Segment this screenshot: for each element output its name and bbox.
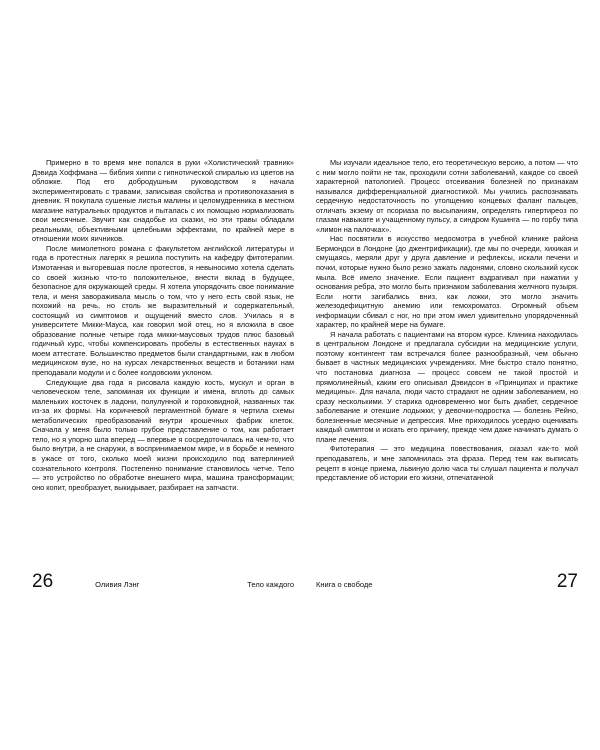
right-page-footer	[316, 571, 578, 595]
left-page-text	[32, 158, 294, 492]
running-book-title: Тело каждого	[247, 580, 294, 589]
running-author: Оливия Лэнг	[95, 580, 140, 589]
page-number-left: 26	[32, 571, 54, 592]
paragraph: После мимолетного романа с факультетом английской литературы и года в протестных лагерях я решила поступить на кафедру фитотерапии. Измотанная и выгоревшая после протестов, я невыносимо хотела сделать со своей жизнью что-то положительное, внести вклад в будущее, безопасное для окружающей среды. Я хотела упорядочить свое понимание тела, и меня завораживала мысль о том, что у него есть свой язык, не похожий на речь, но столь же выразительный и содержательный, состоящий из симптомов и ощущений вместо слов. Училась я в университете Микки-Мауса, как говорил мой отец, но я вложила в свое образование полные четыре года микки-маусовых трудов плюс базовый годичный курс, чтобы компенсировать пробелы в естественных науках в моем аттестате. Большинство предметов были стандартными, как в любом медицинском вузе, но на курсах лекарственных веществ и ботаники нам преподавали модули и с более колдовским уклоном.	[32, 243, 294, 378]
left-page-footer	[32, 571, 294, 595]
paragraph: Фитотерапия — это медицина повествования, сказал как-то мой преподаватель, и мне запомнилась эта фраза. Перед тем как выписать рецепт в конце приема, львиную долю часа ты слушал пациента и получал представление об истории его жизни, отпечатанной	[316, 444, 578, 483]
paragraph: Примерно в то время мне попался в руки «Холистический травник» Дэвида Хоффмана — библия хиппи с гипнотической спиралью из цветов на обложке. Под его добродушным руководством я начала экспериментировать с травами, записывая свойства и противопоказания в дневник. Я покупала сушеные листья малины и целомудренника в местном магазине натуральных продуктов и пыталась с их помощью нормализовать свои месячные. Звучит как снадобье из сказки, но эти травы обладали реальными, объективными целебными эффектами, по крайней мере в отношении моих яичников.	[32, 158, 294, 244]
right-page-text	[316, 158, 578, 483]
paragraph: Я начала работать с пациентами на втором курсе. Клиника находилась в центральном Лондоне и предлагала субсидии на медицинские услуги, поэтому контингент там встречался более разнообразный, чем обычно бывает в частных медицинских учреждениях. Мне быстро стало понятно, что постановка диагноза — процесс совсем не такой простой и прямолинейный, каким его описывал Дэвидсон в «Принципах и практике медицины». Для начала, люди часто страдают не одним заболеванием, но сразу несколькими. У старика одновременно мог быть диабет, сердечное заболевание и отекшие лодыжки; у девочки-подростка — болезнь Рейно, болезненные месячные и депрессия. Мне приходилось усердно оценивать каждый симптом и искать его причину, прежде чем даже начинать думать о плане лечения.	[316, 329, 578, 444]
page-number-right: 27	[556, 571, 578, 592]
paragraph: Следующие два года я рисовала каждую кость, мускул и орган в человеческом теле, запоминая их функции и имена, вплоть до самых маленьких косточек в ладони, полулунной и гороховидной, названных так из-за их формы. На коричневой пергаментной бумаге я чертила схемы метаболических преобразований внутри крошечных фабрик клеток. Сначала у меня было только грубое представление о том, как работает тело, но я упорно шла вперед — впервые я сосредоточилась на чем-то, что было внутри, а не снаружи, в воспринимаемом мире, и в борьбе и немного в ужасе от того, сколько моей жизни происходило под ватерлинией сознательного контроля. Постепенно понимание становилось четче. Тело — это устройство по обработке внешнего мира, машина трансформации; оно копит, преобразует, выкидывает, разбирает на запчасти.	[32, 377, 294, 492]
paragraph: Мы изучали идеальное тело, его теоретическую версию, а потом — что с ним могло пойти не так, проходили сотни заболеваний, каждое со своей характерной патологией. Процесс отсеивания болезней по признакам назывался дифференциальной диагностикой. Мы учились распознавать сердечную недостаточность по утолщению концевых фаланг пальцев, отличать экзему от псориаза по высыпаниям, определять гипертиреоз по глазам навыкате и учащенному пульсу, а синдром Кушинга — по горбу типа «лимон на палочках».	[316, 158, 578, 234]
paragraph: Нас посвятили в искусство медосмотра в учебной клинике района Бермондси в Лондоне (до джентрификации), где мы по очереди, хихикая и смущаясь, меряли друг у друга давление и рефлексы, искали печени и почки, которые нужно было резко зажать ладонями, словно скользкий кусок мыла. Всё имело значение. Если пациент вздрагивал при нажатии у основания ребра, это могло быть признаком заболевания желчного пузыря. Если ногти загибались вниз, как ложки, это могло значить железодефицитную анемию или гемохроматоз. Огромный объем информации сбивал с ног, но при этом имел удивительно упорядоченный характер, по крайней мере на бумаге.	[316, 234, 578, 330]
running-section-title: Книга о свободе	[316, 580, 373, 589]
